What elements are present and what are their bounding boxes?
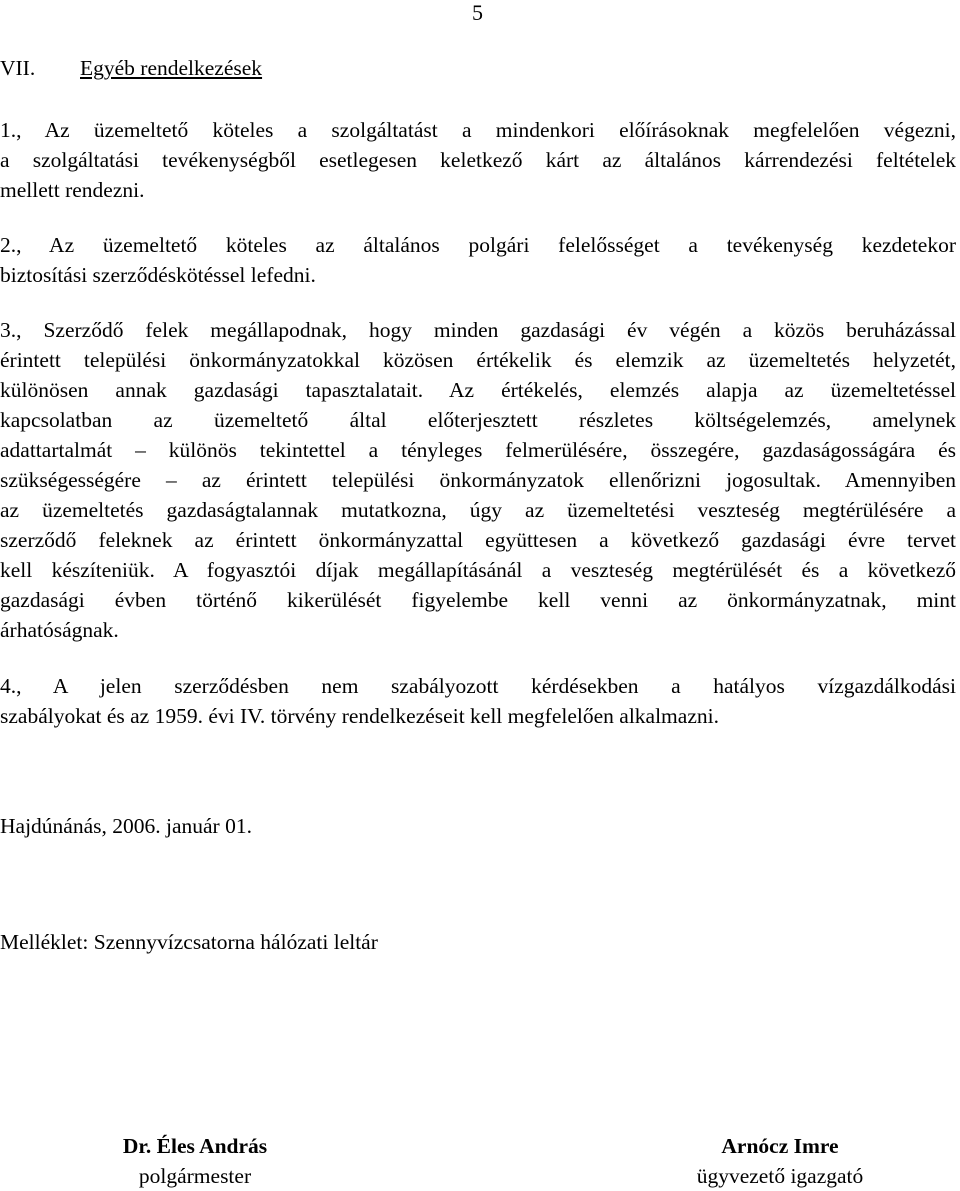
signatory-role: ügyvezető igazgató	[696, 1164, 864, 1188]
paragraph-line: kapcsolatban az üzemeltető által előterjesztett részletes költségelemzés, amelynek	[0, 408, 956, 432]
paragraph-line: gazdasági évben történő kikerülését figyelembe kell venni az önkormányzatnak, mint	[0, 588, 956, 612]
paragraph-line: szabályokat és az 1959. évi IV. törvény rendelkezéseit kell megfelelően alkalmazni.	[0, 704, 719, 728]
paragraph-line: 1., Az üzemeltető köteles a szolgáltatást a mindenkori előírásoknak megfelelően végezni,	[0, 118, 956, 142]
paragraph-line: szükségességére – az érintett települési önkormányzatok ellenőrizni jogosultak. Amennyiben	[0, 468, 956, 492]
paragraph-line: 2., Az üzemeltető köteles az általános polgári felelősséget a tevékenység kezdetekor	[0, 233, 956, 257]
section-heading	[0, 56, 262, 81]
paragraph-line: adattartalmát – különös tekintettel a tényleges felmerülésére, összegére, gazdaságosságára és	[0, 438, 956, 462]
signatory-name: Dr. Éles András	[122, 1134, 268, 1158]
annex-note: Melléklet: Szennyvízcsatorna hálózati leltár	[0, 930, 378, 954]
signatory-role: polgármester	[138, 1164, 252, 1188]
signature-right	[660, 1131, 900, 1191]
paragraph-line: kell készíteniük. A fogyasztói díjak megállapításánál a veszteség megtérülését és a következő	[0, 558, 956, 582]
page-number: 5	[472, 0, 483, 25]
paragraph-line: mellett rendezni.	[0, 178, 145, 202]
paragraph-line: a szolgáltatási tevékenységből esetlegesen keletkező kárt az általános kárrendezési feltételek	[0, 148, 956, 172]
paragraph-line: szerződő feleknek az érintett önkormányzattal együttesen a következő gazdasági évre tervet	[0, 528, 956, 552]
paragraph-line: érintett települési önkormányzatokkal közösen értékelik és elemzik az üzemeltetés helyzetét,	[0, 348, 956, 372]
paragraph-line: biztosítási szerződéskötéssel lefedni.	[0, 263, 316, 287]
signature-left	[90, 1131, 300, 1191]
paragraph-line: 4., A jelen szerződésben nem szabályozott kérdésekben a hatályos vízgazdálkodási	[0, 674, 956, 698]
section-title: Egyéb rendelkezések	[80, 56, 263, 80]
signatory-name: Arnócz Imre	[721, 1134, 839, 1158]
paragraph-line: különösen annak gazdasági tapasztalatait. Az értékelés, elemzés alapja az üzemeltetéssel	[0, 378, 956, 402]
paragraph-line: az üzemeltetés gazdaságtalannak mutatkozna, úgy az üzemeltetési veszteség megtérülésére a	[0, 498, 956, 522]
place-date: Hajdúnánás, 2006. január 01.	[0, 814, 252, 838]
section-number: VII.	[0, 56, 36, 80]
paragraph-line: 3., Szerződő felek megállapodnak, hogy minden gazdasági év végén a közös beruházással	[0, 318, 956, 342]
paragraph-line: árhatóságnak.	[0, 618, 119, 642]
